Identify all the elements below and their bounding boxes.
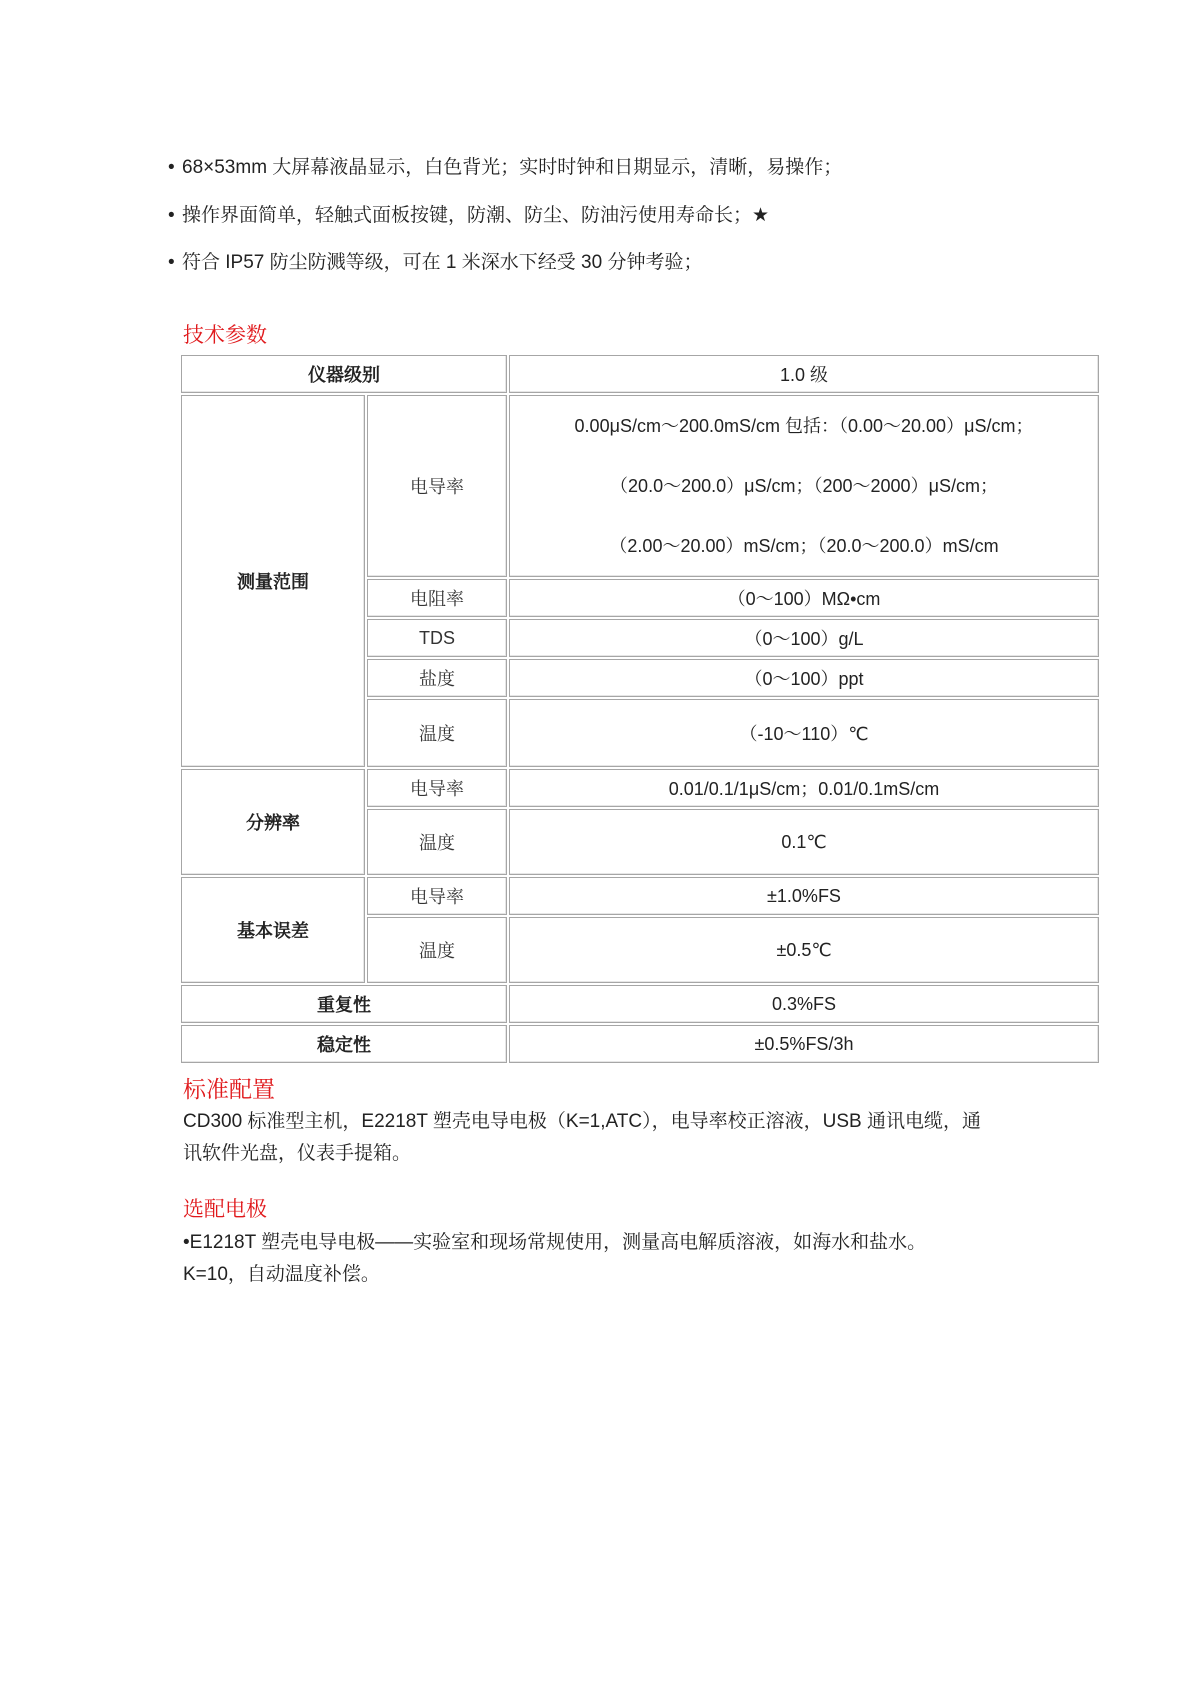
optional-electrode-line-2: K=10，自动温度补偿。 (183, 1264, 380, 1285)
repeatability-value: 0.3%FS (509, 985, 1099, 1023)
table-row (181, 985, 1099, 1023)
feature-bullet-2: • 操作界面简单，轻触式面板按键，防潮、防尘、防油污使用寿命长；★ (168, 205, 770, 226)
bullet-dot: • (168, 157, 175, 178)
feature-bullet-3: • 符合 IP57 防尘防溅等级，可在 1 米深水下经受 30 分钟考验； (168, 252, 703, 273)
standard-config-line-2: 讯软件光盘，仪表手提箱。 (183, 1143, 412, 1164)
range-temperature-label: 温度 (367, 699, 507, 767)
resolution-temperature-label: 温度 (367, 809, 507, 875)
grade-label: 仪器级别 (181, 355, 507, 393)
feature-bullet-1: • 68×53mm 大屏幕液晶显示，白色背光；实时时钟和日期显示，清晰，易操作； (168, 157, 843, 178)
range-tds-label: TDS (367, 619, 507, 657)
table-row (181, 769, 1099, 807)
range-salinity-label: 盐度 (367, 659, 507, 697)
range-conductivity-line-3: （2.00～20.00）mS/cm；（20.0～200.0）mS/cm (609, 536, 999, 556)
range-tds-value: （0～100）g/L (509, 619, 1099, 657)
range-conductivity-value (509, 395, 1099, 577)
spec-table (179, 353, 1101, 1065)
basic-error-conductivity-value: ±1.0%FS (509, 877, 1099, 915)
range-conductivity-line-2: （20.0～200.0）μS/cm；（200～2000）μS/cm； (610, 476, 998, 496)
range-resistivity-label: 电阻率 (367, 579, 507, 617)
standard-config-text (183, 1106, 981, 1170)
range-conductivity-label: 电导率 (367, 395, 507, 577)
stability-value: ±0.5%FS/3h (509, 1025, 1099, 1063)
resolution-label: 分辨率 (181, 769, 365, 875)
table-row (181, 395, 1099, 577)
resolution-temperature-value: 0.1℃ (509, 809, 1099, 875)
basic-error-temperature-label: 温度 (367, 917, 507, 983)
table-row (181, 1025, 1099, 1063)
bullet-dot: • (168, 252, 175, 273)
basic-error-temperature-value: ±0.5℃ (509, 917, 1099, 983)
basic-error-conductivity-label: 电导率 (367, 877, 507, 915)
table-row (181, 355, 1099, 393)
repeatability-label: 重复性 (181, 985, 507, 1023)
optional-electrode-title: 选配电极 (183, 1198, 267, 1221)
stability-label: 稳定性 (181, 1025, 507, 1063)
range-conductivity-line-1: 0.00μS/cm～200.0mS/cm 包括：（0.00～20.00）μS/cm； (574, 416, 1034, 436)
resolution-conductivity-value: 0.01/0.1/1μS/cm；0.01/0.1mS/cm (509, 769, 1099, 807)
bullet-dot: • (168, 205, 175, 226)
standard-config-title: 标准配置 (183, 1076, 275, 1102)
optional-electrode-line-1: •E1218T 塑壳电导电极——实验室和现场常规使用，测量高电解质溶液，如海水和盐水。 (183, 1232, 927, 1253)
range-resistivity-value: （0～100）MΩ•cm (509, 579, 1099, 617)
table-row (181, 877, 1099, 915)
basic-error-label: 基本误差 (181, 877, 365, 983)
spec-section-title: 技术参数 (183, 324, 267, 347)
range-label: 测量范围 (181, 395, 365, 767)
grade-value: 1.0 级 (509, 355, 1099, 393)
resolution-conductivity-label: 电导率 (367, 769, 507, 807)
optional-electrode-text (183, 1227, 926, 1291)
range-salinity-value: （0～100）ppt (509, 659, 1099, 697)
standard-config-line-1: CD300 标准型主机，E2218T 塑壳电导电极（K=1,ATC），电导率校正溶液，USB 通讯电缆，通 (183, 1111, 981, 1132)
range-temperature-value: （-10～110）℃ (509, 699, 1099, 767)
